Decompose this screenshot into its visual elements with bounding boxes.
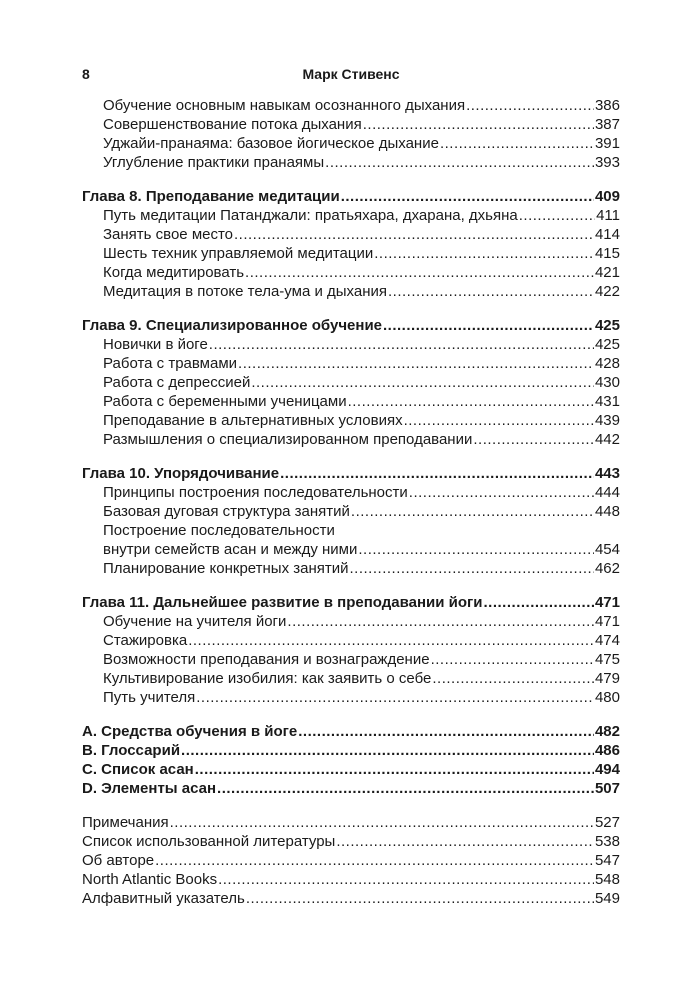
running-header xyxy=(82,66,620,86)
dot-leader xyxy=(188,631,594,650)
toc-page-number: 482 xyxy=(594,723,620,740)
toc-page-number: 386 xyxy=(594,97,620,114)
toc-entry[interactable] xyxy=(82,263,620,282)
dot-leader xyxy=(217,779,594,798)
toc-entry-title: Алфавитный указатель xyxy=(82,890,245,907)
toc-page-number: 428 xyxy=(594,355,620,372)
toc-page-number: 480 xyxy=(594,689,620,706)
toc-page-number: 425 xyxy=(594,336,620,353)
toc-page-number: 462 xyxy=(594,560,620,577)
toc-entry-title: Примечания xyxy=(82,814,169,831)
toc-entry-title: C. Список асан xyxy=(82,761,194,778)
toc-entry[interactable] xyxy=(82,631,620,650)
toc-chapter-entry[interactable] xyxy=(82,593,620,612)
dot-leader xyxy=(432,669,594,688)
toc-entry-title: Путь учителя xyxy=(103,689,196,706)
toc-chapter-entry[interactable] xyxy=(82,741,620,760)
toc-page-number: 475 xyxy=(594,651,620,668)
dot-leader xyxy=(484,593,594,612)
toc-entry-title: Работа с депрессией xyxy=(103,374,251,391)
dot-leader xyxy=(251,373,594,392)
toc-entry[interactable] xyxy=(82,354,620,373)
toc-entry[interactable] xyxy=(82,813,620,832)
toc-entry-title: Занять свое место xyxy=(103,226,234,243)
toc-page-number: 442 xyxy=(594,431,620,448)
toc-page-number: 391 xyxy=(594,135,620,152)
toc-entry-title: Об авторе xyxy=(82,852,155,869)
toc-entry[interactable] xyxy=(82,335,620,354)
toc-chapter-entry[interactable] xyxy=(82,464,620,483)
toc-page-number: 439 xyxy=(594,412,620,429)
toc-page-number: 454 xyxy=(594,541,620,558)
toc-entry-title: Список использованной литературы xyxy=(82,833,336,850)
dot-leader xyxy=(404,411,594,430)
toc-entry[interactable] xyxy=(82,206,620,225)
toc-page-number: 421 xyxy=(594,264,620,281)
toc-entry-title: B. Глоссарий xyxy=(82,742,181,759)
toc-page-number: 387 xyxy=(594,116,620,133)
toc-entry[interactable] xyxy=(82,244,620,263)
dot-leader xyxy=(388,282,594,301)
toc-entry-title: Обучение на учителя йоги xyxy=(103,613,287,630)
dot-leader xyxy=(341,187,594,206)
toc-entry-title: Путь медитации Патанджали: пратьяхара, дхарана, дхьяна xyxy=(103,207,518,224)
toc-chapter-entry[interactable] xyxy=(82,779,620,798)
toc-page-number: 431 xyxy=(594,393,620,410)
dot-leader xyxy=(287,612,594,631)
toc-entry-title: Построение последовательности xyxy=(103,522,335,539)
dot-leader xyxy=(209,335,594,354)
toc-entry-title: Работа с травмами xyxy=(103,355,238,372)
toc-entry-title: Уджайи-пранаяма: базовое йогическое дыхание xyxy=(103,135,439,152)
toc-entry[interactable] xyxy=(82,483,620,502)
toc-chapter-entry[interactable] xyxy=(82,187,620,206)
dot-leader xyxy=(218,870,594,889)
toc-entry-title: внутри семейств асан и между ними xyxy=(103,541,358,558)
dot-leader xyxy=(519,206,595,225)
dot-leader xyxy=(155,851,594,870)
toc-entry-title: Глава 8. Преподавание медитации xyxy=(82,188,340,205)
toc-entry[interactable] xyxy=(82,411,620,430)
toc-page-number: 479 xyxy=(594,670,620,687)
toc-section xyxy=(82,96,620,172)
toc-entry[interactable] xyxy=(82,134,620,153)
dot-leader xyxy=(383,316,594,335)
toc-entry[interactable] xyxy=(82,96,620,115)
toc-entry-title: Работа с беременными ученицами xyxy=(103,393,347,410)
dot-leader xyxy=(280,464,594,483)
toc-page-number: 425 xyxy=(594,317,620,334)
toc-section xyxy=(82,316,620,449)
toc-entry-title: Совершенствование потока дыхания xyxy=(103,116,362,133)
toc-entry-title: Преподавание в альтернативных условиях xyxy=(103,412,403,429)
toc-entry-title: Принципы построения последовательности xyxy=(103,484,408,501)
toc-page-number: 411 xyxy=(596,207,620,224)
toc-entry[interactable] xyxy=(82,669,620,688)
toc-page-number: 507 xyxy=(594,780,620,797)
dot-leader xyxy=(336,832,594,851)
toc-page-number: 549 xyxy=(594,890,620,907)
dot-leader xyxy=(351,502,594,521)
toc-entry-title: North Atlantic Books xyxy=(82,871,218,888)
toc-chapter-entry[interactable] xyxy=(82,316,620,335)
toc-section xyxy=(82,722,620,798)
toc-entry-title: Размышления о специализированном преподавании xyxy=(103,431,473,448)
toc-entry-title: A. Средства обучения в йоге xyxy=(82,723,298,740)
page-number: 8 xyxy=(82,66,90,82)
running-head-author: Марк Стивенс xyxy=(302,66,400,82)
toc-entry[interactable] xyxy=(82,540,620,559)
toc-entry-title: Базовая дуговая структура занятий xyxy=(103,503,350,520)
toc-entry[interactable] xyxy=(82,688,620,707)
toc-section xyxy=(82,464,620,578)
toc-page-number: 414 xyxy=(594,226,620,243)
toc-page-number: 471 xyxy=(594,594,620,611)
dot-leader xyxy=(181,741,594,760)
toc-entry[interactable] xyxy=(82,612,620,631)
toc-entry-title: Глава 9. Специализированное обучение xyxy=(82,317,383,334)
toc-entry[interactable] xyxy=(82,282,620,301)
toc-page-number: 471 xyxy=(594,613,620,630)
toc-page-number: 527 xyxy=(594,814,620,831)
dot-leader xyxy=(350,559,594,578)
toc-page-number: 393 xyxy=(594,154,620,171)
toc-entry[interactable] xyxy=(82,889,620,908)
toc-entry-title: Новички в йоге xyxy=(103,336,208,353)
toc-entry[interactable] xyxy=(82,225,620,244)
toc-entry[interactable] xyxy=(82,521,620,540)
toc-entry[interactable] xyxy=(82,870,620,889)
toc-page-number: 548 xyxy=(594,871,620,888)
toc-entry-title: Глава 10. Упорядочивание xyxy=(82,465,280,482)
dot-leader xyxy=(431,650,594,669)
toc-entry-title: Глава 11. Дальнейшее развитие в преподавании йоги xyxy=(82,594,483,611)
toc-section xyxy=(82,187,620,301)
toc-entry[interactable] xyxy=(82,502,620,521)
toc-entry-title: Медитация в потоке тела-ума и дыхания xyxy=(103,283,387,300)
toc-entry-title: Когда медитировать xyxy=(103,264,245,281)
dot-leader xyxy=(348,392,594,411)
toc-chapter-entry[interactable] xyxy=(82,722,620,741)
dot-leader xyxy=(325,153,594,172)
toc-page-number: 494 xyxy=(594,761,620,778)
dot-leader xyxy=(246,889,594,908)
toc-page-number: 474 xyxy=(594,632,620,649)
toc-page-number: 448 xyxy=(594,503,620,520)
toc-entry[interactable] xyxy=(82,392,620,411)
toc-entry[interactable] xyxy=(82,430,620,449)
toc-entry[interactable] xyxy=(82,153,620,172)
toc-entry[interactable] xyxy=(82,832,620,851)
dot-leader xyxy=(238,354,594,373)
toc-page-number: 538 xyxy=(594,833,620,850)
toc-entry[interactable] xyxy=(82,115,620,134)
toc-entry[interactable] xyxy=(82,559,620,578)
toc-entry[interactable] xyxy=(82,851,620,870)
table-of-contents xyxy=(82,96,620,923)
toc-section xyxy=(82,593,620,707)
dot-leader xyxy=(409,483,594,502)
dot-leader xyxy=(195,760,594,779)
toc-entry[interactable] xyxy=(82,650,620,669)
toc-page-number: 443 xyxy=(594,465,620,482)
dot-leader xyxy=(170,813,594,832)
toc-entry[interactable] xyxy=(82,373,620,392)
dot-leader xyxy=(245,263,594,282)
dot-leader xyxy=(196,688,594,707)
toc-entry-title: Планирование конкретных занятий xyxy=(103,560,349,577)
dot-leader xyxy=(440,134,594,153)
toc-entry-title: Возможности преподавания и вознаграждение xyxy=(103,651,430,668)
dot-leader xyxy=(234,225,594,244)
toc-entry-title: Культивирование изобилия: как заявить о себе xyxy=(103,670,432,687)
toc-entry-title: Стажировка xyxy=(103,632,188,649)
toc-page-number: 486 xyxy=(594,742,620,759)
dot-leader xyxy=(473,430,594,449)
toc-entry-title: Обучение основным навыкам осознанного дыхания xyxy=(103,97,466,114)
toc-page-number: 444 xyxy=(594,484,620,501)
dot-leader xyxy=(374,244,594,263)
toc-entry-title: Углубление практики пранаямы xyxy=(103,154,325,171)
toc-page-number: 547 xyxy=(594,852,620,869)
toc-page-number: 415 xyxy=(594,245,620,262)
toc-entry-title: Шесть техник управляемой медитации xyxy=(103,245,374,262)
dot-leader xyxy=(358,540,594,559)
dot-leader xyxy=(363,115,594,134)
toc-entry-title: D. Элементы асан xyxy=(82,780,217,797)
toc-chapter-entry[interactable] xyxy=(82,760,620,779)
toc-section xyxy=(82,813,620,908)
dot-leader xyxy=(298,722,594,741)
toc-page-number: 422 xyxy=(594,283,620,300)
dot-leader xyxy=(466,96,594,115)
toc-page-number: 409 xyxy=(594,188,620,205)
toc-page-number: 430 xyxy=(594,374,620,391)
